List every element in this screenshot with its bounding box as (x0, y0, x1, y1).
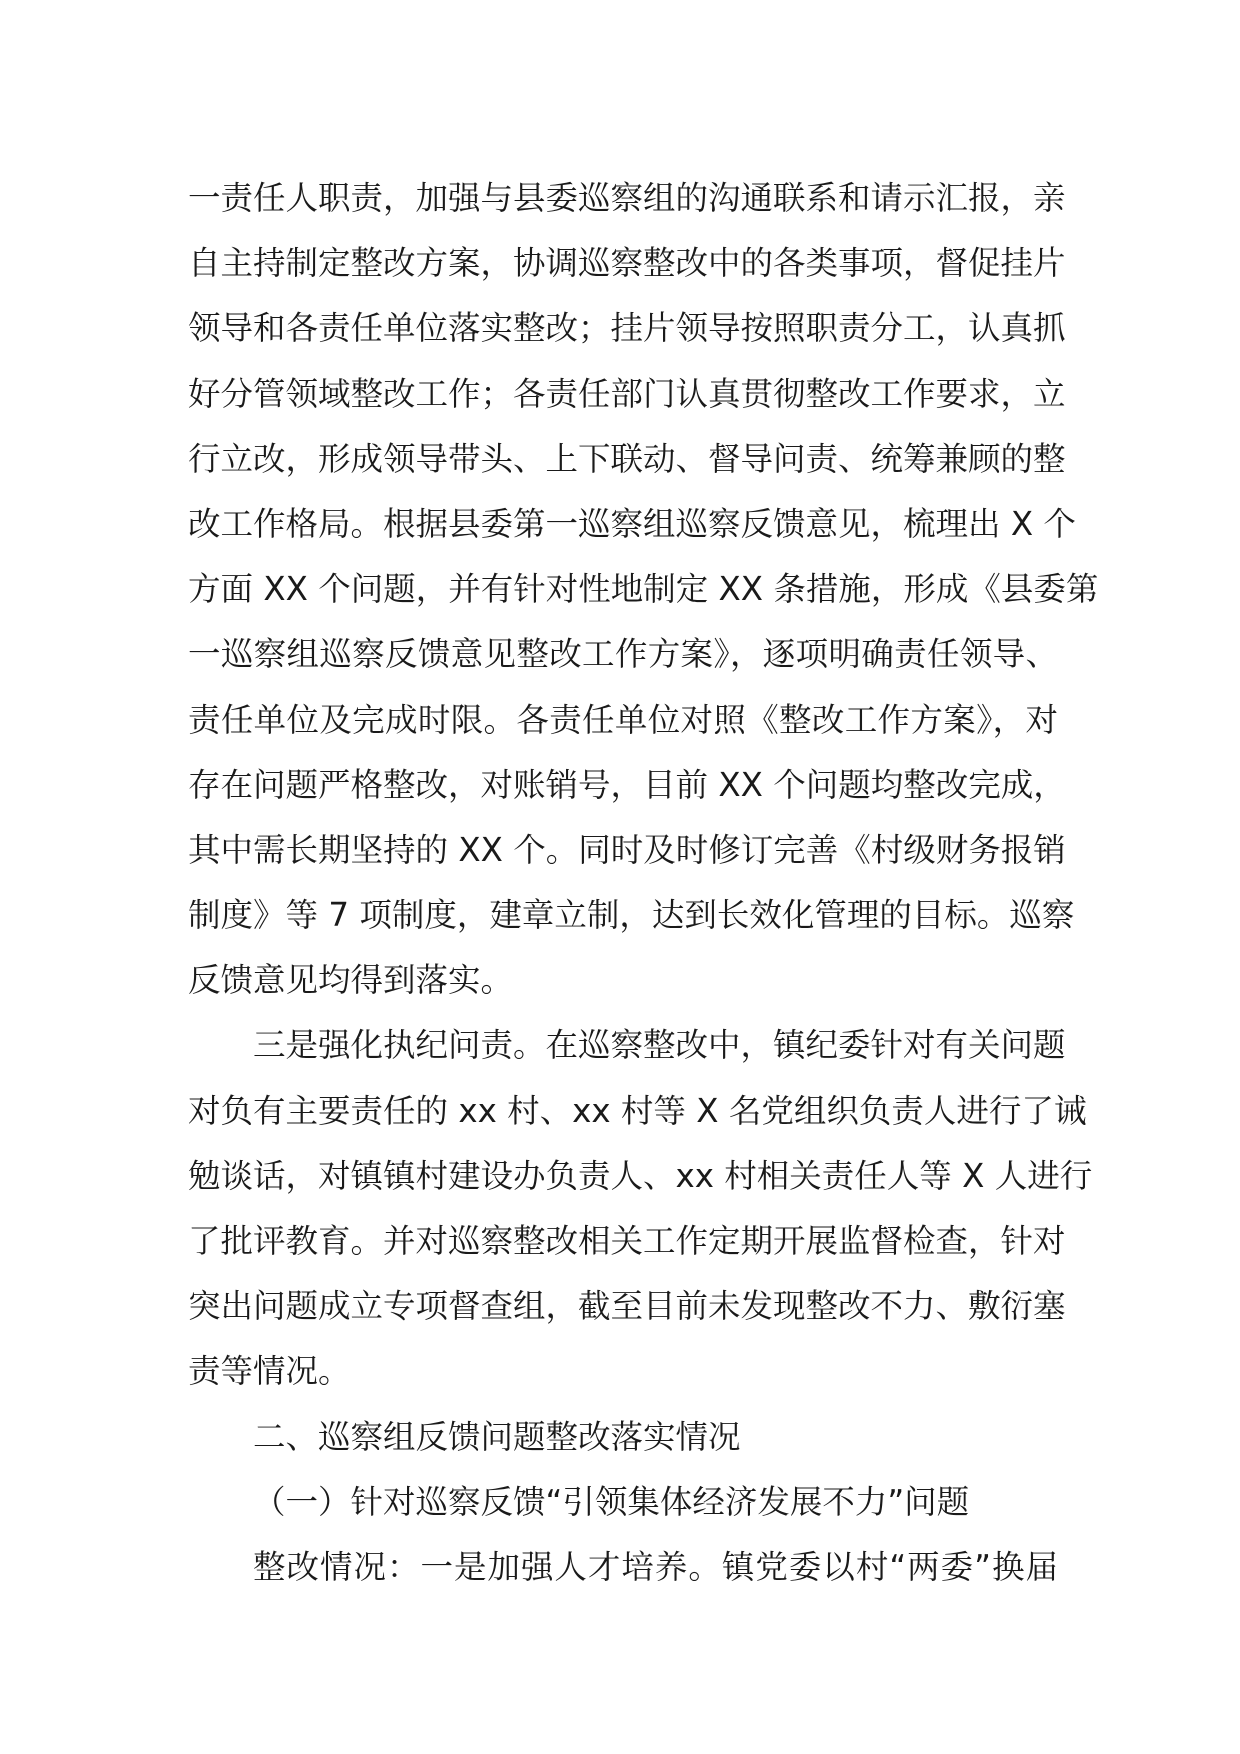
text-line: 其中需长期坚持的 XX 个。同时及时修订完善《村级财务报销 (188, 830, 1066, 869)
text-line: 反馈意见均得到落实。 (188, 961, 514, 1000)
section-heading: 二、巡察组反馈问题整改落实情况 (253, 1417, 741, 1456)
text-line: 领导和各责任单位落实整改；挂片领导按照职责分工，认真抓 (188, 309, 1066, 348)
text-line: 整改情况：一是加强人才培养。镇党委以村“两委”换届 (253, 1547, 1058, 1586)
text-line: 自主持制定整改方案，协调巡察整改中的各类事项，督促挂片 (188, 244, 1066, 283)
text-line: 三是强化执纪问责。在巡察整改中，镇纪委针对有关问题 (253, 1026, 1066, 1065)
text-line: 行立改，形成领导带头、上下联动、督导问责、统筹兼顾的整 (188, 439, 1066, 478)
text-line: 一责任人职责，加强与县委巡察组的沟通联系和请示汇报，亲 (188, 179, 1066, 217)
body-text (188, 166, 1099, 1600)
text-line: 存在问题严格整改，对账销号，目前 XX 个问题均整改完成， (188, 765, 1066, 804)
subsection-heading: （一）针对巡察反馈“引领集体经济发展不力”问题 (253, 1482, 970, 1521)
text-line: 好分管领域整改工作；各责任部门认真贯彻整改工作要求，立 (188, 374, 1066, 413)
text-line: 责任单位及完成时限。各责任单位对照《整改工作方案》，对 (188, 700, 1058, 739)
text-line: 了批评教育。并对巡察整改相关工作定期开展监督检查，针对 (188, 1222, 1066, 1260)
text-line: 方面 XX 个问题，并有针对性地制定 XX 条措施，形成《县委第 (188, 570, 1099, 609)
text-line: 一巡察组巡察反馈意见整改工作方案》，逐项明确责任领导、 (188, 635, 1058, 674)
text-line: 勉谈话，对镇镇村建设办负责人、xx 村相关责任人等 X 人进行 (188, 1156, 1093, 1195)
text-line: 制度》等 7 项制度，建章立制，达到长效化管理的目标。巡察 (188, 896, 1075, 935)
text-line: 改工作格局。根据县委第一巡察组巡察反馈意见，梳理出 X 个 (188, 504, 1076, 543)
text-line: 对负有主要责任的 xx 村、xx 村等 X 名党组织负责人进行了诫 (188, 1091, 1087, 1130)
text-line: 突出问题成立专项督查组，截至目前未发现整改不力、敷衍塞 (188, 1287, 1066, 1326)
text-line: 责等情况。 (188, 1352, 351, 1391)
